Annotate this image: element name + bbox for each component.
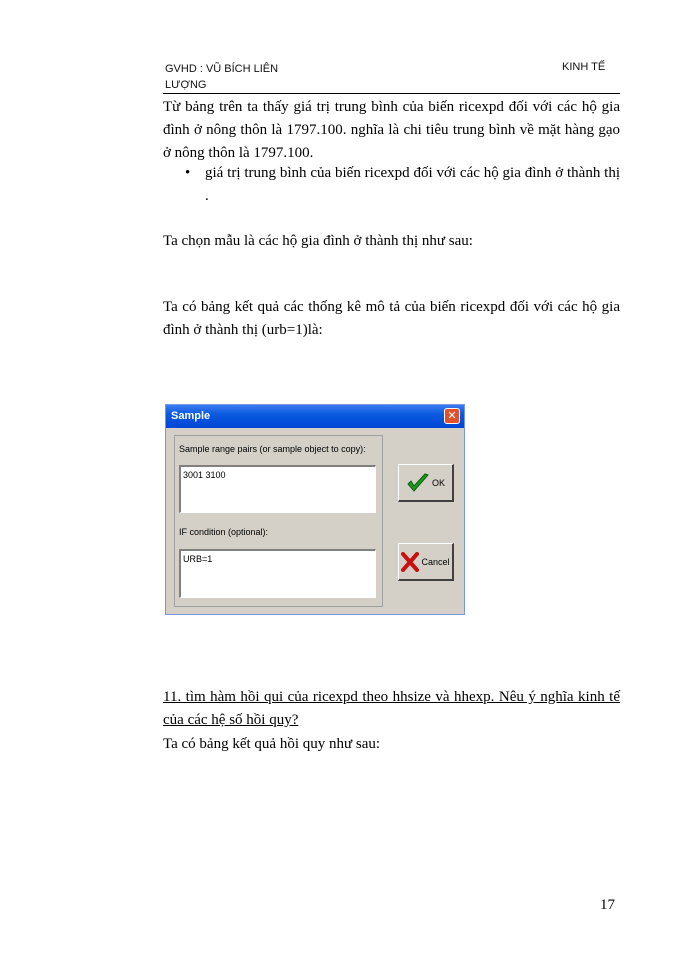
cancel-button[interactable] xyxy=(398,543,454,581)
bullet-dot-icon: • xyxy=(185,165,191,181)
paragraph-2: Ta chọn mẫu là các hộ gia đình ở thành thị như sau: xyxy=(163,233,473,249)
sample-range-input[interactable]: 3001 3100 xyxy=(179,465,376,513)
question-11: 11. tìm hàm hồi qui của ricexpd theo hhsize và hhexp. Nêu ý nghĩa kinh tế của các hệ số hồi quy? xyxy=(163,689,620,728)
bullet-item xyxy=(185,162,620,208)
sample-range-label: Sample range pairs (or sample object to copy): xyxy=(179,444,366,454)
header-left-line2: LƯỢNG xyxy=(165,79,207,91)
paragraph-4: Ta có bảng kết quả hồi quy như sau: xyxy=(163,736,381,752)
dialog-title: Sample xyxy=(171,410,211,422)
x-mark-icon xyxy=(401,552,419,572)
header-left xyxy=(165,61,278,93)
checkmark-icon xyxy=(406,472,430,494)
page-number: 17 xyxy=(600,897,615,913)
ok-label: OK xyxy=(431,477,445,488)
cancel-label: Cancel xyxy=(421,556,450,567)
if-condition-label: IF condition (optional): xyxy=(179,527,269,537)
header-rule xyxy=(163,93,620,94)
paragraph-3: Ta có bảng kết quả các thống kê mô tả của biến ricexpd đối với các hộ gia đình ở thành thị (urb=1)là: xyxy=(163,299,620,338)
ok-button[interactable] xyxy=(398,464,454,502)
bullet-text: giá trị trung bình của biến ricexpd đối với các hộ gia đình ở thành thị . xyxy=(205,165,620,204)
if-condition-input[interactable]: URB=1 xyxy=(179,549,376,598)
header-left-line1: GVHD : VŨ BÍCH LIÊN xyxy=(165,63,279,75)
paragraph-1: Từ bảng trên ta thấy giá trị trung bình của biến ricexpd đối với các hộ gia đình ở nông thôn là 1797.100. nghĩa là chi tiêu trung bình về mặt hàng gạo ở nông thôn là 1797.100. xyxy=(163,99,620,161)
sample-dialog xyxy=(165,404,465,615)
dialog-title-bar xyxy=(166,405,464,428)
close-icon[interactable]: ✕ xyxy=(444,408,460,424)
header-right: KINH TẾ xyxy=(562,61,606,73)
